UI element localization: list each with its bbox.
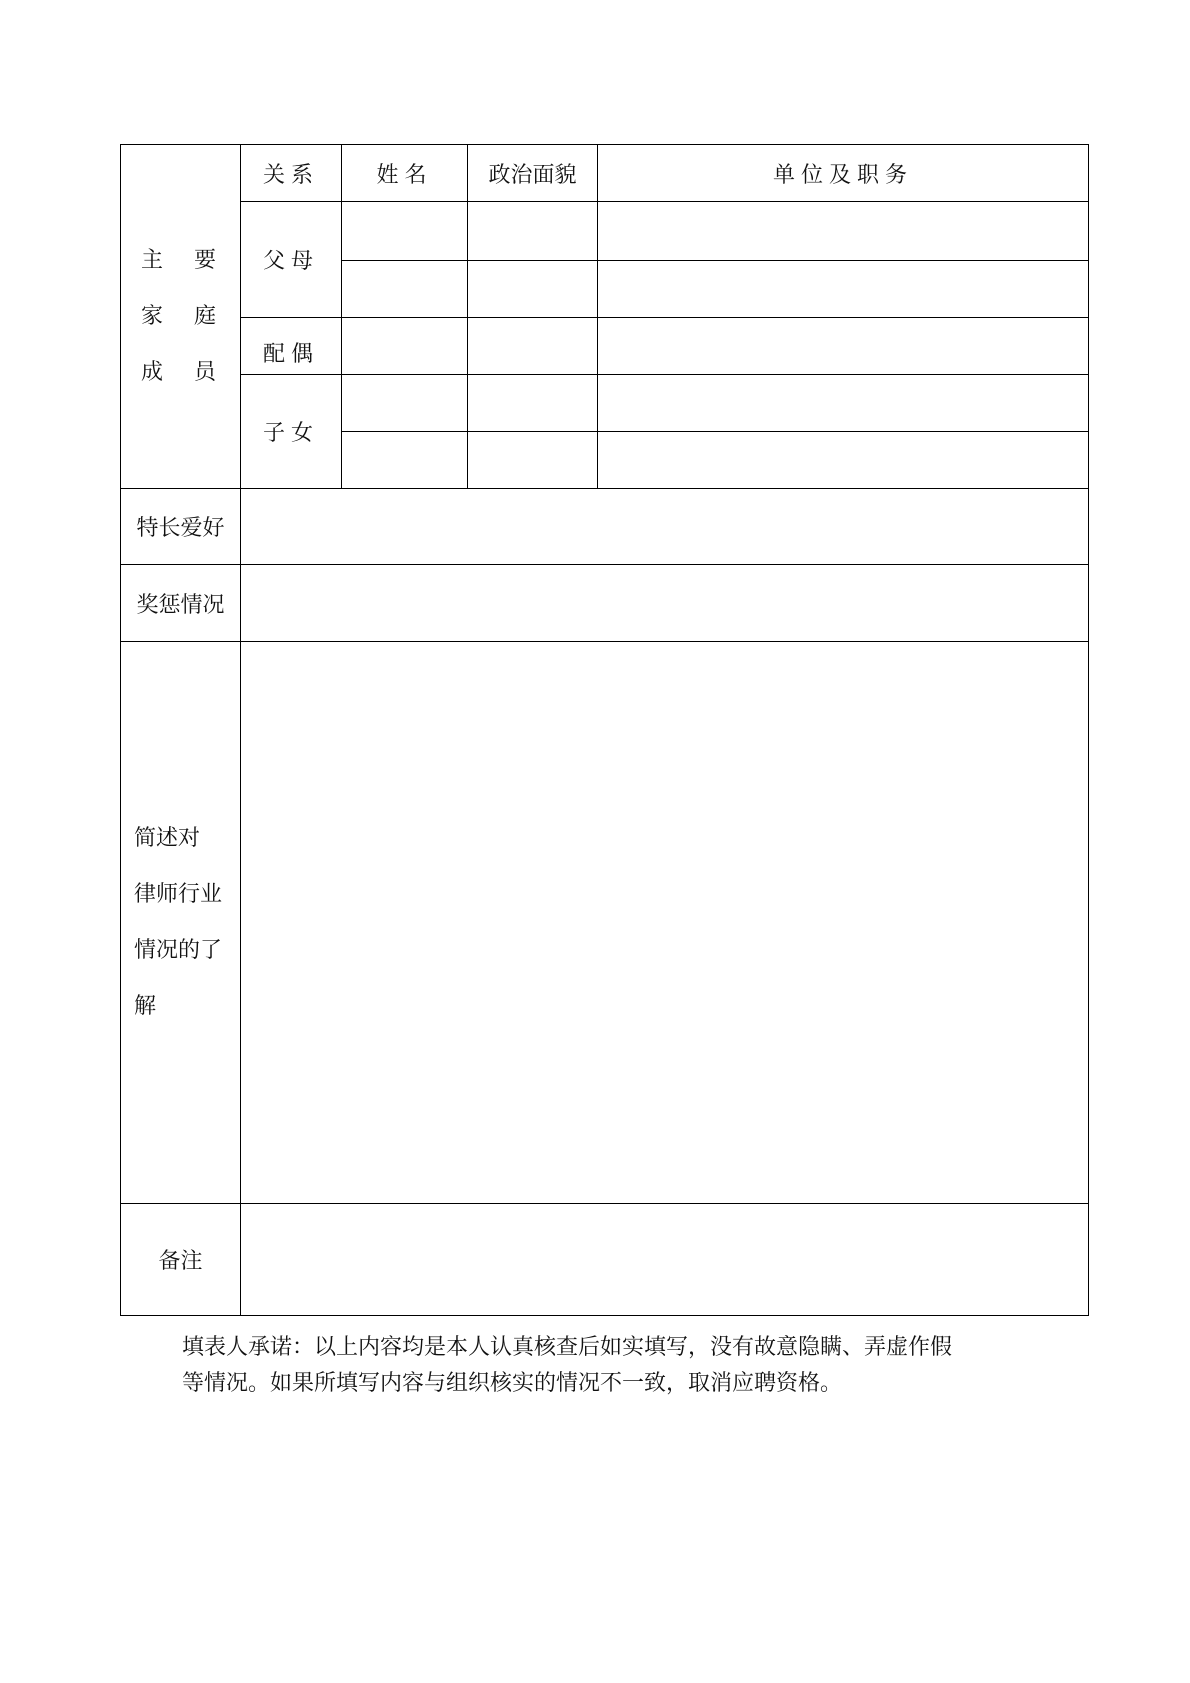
header-political-status: 政治面貌	[468, 145, 598, 202]
hobbies-row	[121, 489, 1089, 565]
industry-understanding-label	[121, 642, 241, 1204]
child-2-position-field[interactable]	[598, 432, 1089, 489]
header-name: 姓名	[342, 145, 468, 202]
parent-2-position-field[interactable]	[598, 261, 1089, 318]
remarks-row	[121, 1204, 1089, 1316]
remarks-field[interactable]	[241, 1204, 1089, 1316]
relation-spouse: 配偶	[241, 318, 342, 375]
family-label-line-2: 家 庭	[141, 303, 228, 329]
industry-label-line-2: 律师行业	[134, 881, 223, 907]
child-2-political-field[interactable]	[468, 432, 598, 489]
parent-1-political-field[interactable]	[468, 202, 598, 261]
header-employer-position: 单位及职务	[598, 145, 1089, 202]
family-row-spouse	[121, 318, 1089, 375]
relation-parents: 父母	[241, 202, 342, 318]
child-1-position-field[interactable]	[598, 375, 1089, 432]
rewards-penalties-row	[121, 565, 1089, 642]
rewards-penalties-label: 奖惩情况	[121, 565, 241, 642]
spouse-political-field[interactable]	[468, 318, 598, 375]
parent-1-position-field[interactable]	[598, 202, 1089, 261]
child-1-political-field[interactable]	[468, 375, 598, 432]
rewards-penalties-field[interactable]	[241, 565, 1089, 642]
family-label-line-1: 主 要	[141, 247, 228, 273]
child-1-name-field[interactable]	[342, 375, 468, 432]
industry-understanding-row	[121, 642, 1089, 1204]
family-row-child-1	[121, 375, 1089, 432]
parent-1-name-field[interactable]	[342, 202, 468, 261]
child-2-name-field[interactable]	[342, 432, 468, 489]
parent-2-political-field[interactable]	[468, 261, 598, 318]
industry-label-line-3: 情况的了	[134, 937, 223, 963]
header-relation: 关系	[241, 145, 342, 202]
family-label-line-3: 成 员	[141, 359, 228, 385]
family-row-parent-1	[121, 202, 1089, 261]
family-header-row	[121, 145, 1089, 202]
relation-children: 子女	[241, 375, 342, 489]
spouse-name-field[interactable]	[342, 318, 468, 375]
hobbies-label: 特长爱好	[121, 489, 241, 565]
industry-label-line-4: 解	[134, 993, 157, 1019]
application-form-table	[120, 144, 1089, 1316]
hobbies-field[interactable]	[241, 489, 1089, 565]
remarks-label: 备注	[121, 1204, 241, 1316]
parent-2-name-field[interactable]	[342, 261, 468, 318]
industry-label-line-1: 简述对	[134, 825, 201, 851]
spouse-position-field[interactable]	[598, 318, 1089, 375]
family-members-label	[121, 145, 241, 489]
industry-understanding-field[interactable]	[241, 642, 1089, 1204]
pledge-statement	[182, 1330, 1042, 1402]
pledge-line-2: 等情况。如果所填写内容与组织核实的情况不一致，取消应聘资格。	[182, 1371, 843, 1396]
pledge-line-1: 填表人承诺：以上内容均是本人认真核查后如实填写，没有故意隐瞒、弄虚作假	[182, 1335, 953, 1360]
